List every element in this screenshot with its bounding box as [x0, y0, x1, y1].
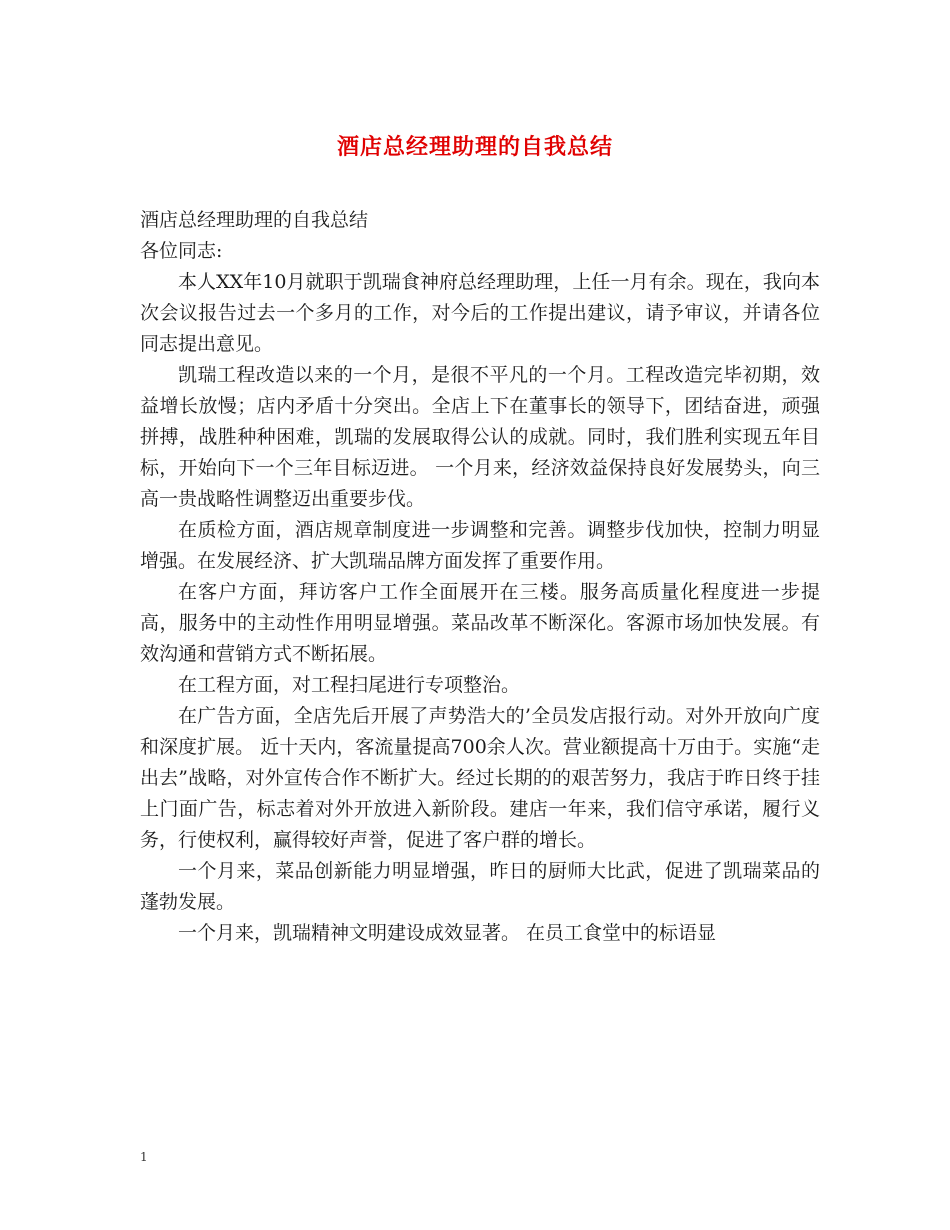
document-subtitle: 酒店总经理助理的自我总结 — [140, 209, 369, 231]
paragraph: 一个月来，凯瑞精神文明建设成效显著。 在员工食堂中的标语显 — [178, 922, 717, 944]
paragraph: 本人XX年10月就职于凯瑞食神府总经理助理，上任一月有余。现在，我向本次会议报告过去一个多月的工作，对今后的工作提出建议，请予审议，并请各位同志提出意见。 — [140, 271, 820, 355]
paragraph: 在质检方面，酒店规章制度进一步调整和完善。调整步伐加快，控制力明显增强。在发展经济、扩大凯瑞品牌方面发挥了重要作用。 — [140, 519, 820, 572]
paragraph: 在广告方面，全店先后开展了声势浩大的’全员发店报行动。对外开放向广度和深度扩展。 近十天内，客流量提高700余人次。营业额提高十万由于。实施“走出去”战略，对外宣传合作不断扩大。经过长期的的艰苦努力，我店于昨日终于挂上门面广告，标志着对外开放进入新阶段。建店一年来，我们信守承诺，履行义务，行使权利，赢得较好声誉，促进了客户群的增长。 — [140, 705, 820, 851]
document-title: 酒店总经理助理的自我总结 — [336, 134, 613, 160]
paragraph: 在客户方面，拜访客户工作全面展开在三楼。服务高质量化程度进一步提高，服务中的主动性作用明显增强。菜品改革不断深化。客源市场加快发展。有效沟通和营销方式不断拓展。 — [140, 581, 820, 665]
paragraph: 凯瑞工程改造以来的一个月，是很不平凡的一个月。工程改造完毕初期，效益增长放慢；店内矛盾十分突出。全店上下在董事长的领导下，团结奋进，顽强拼搏，战胜种种困难，凯瑞的发展取得公认的成就。同时，我们胜利实现五年目标，开始向下一个三年目标迈进。 一个月来，经济效益保持良好发展势头，向三高一贵战略性调整迈出重要步伐。 — [140, 364, 820, 510]
document-body — [140, 205, 820, 949]
salutation: 各位同志: — [140, 240, 223, 262]
paragraph: 一个月来，菜品创新能力明显增强，昨日的厨师大比武，促进了凯瑞菜品的蓬勃发展。 — [140, 860, 820, 913]
paragraph: 在工程方面，对工程扫尾进行专项整治。 — [178, 674, 521, 696]
page-number: 1 — [140, 1150, 148, 1164]
